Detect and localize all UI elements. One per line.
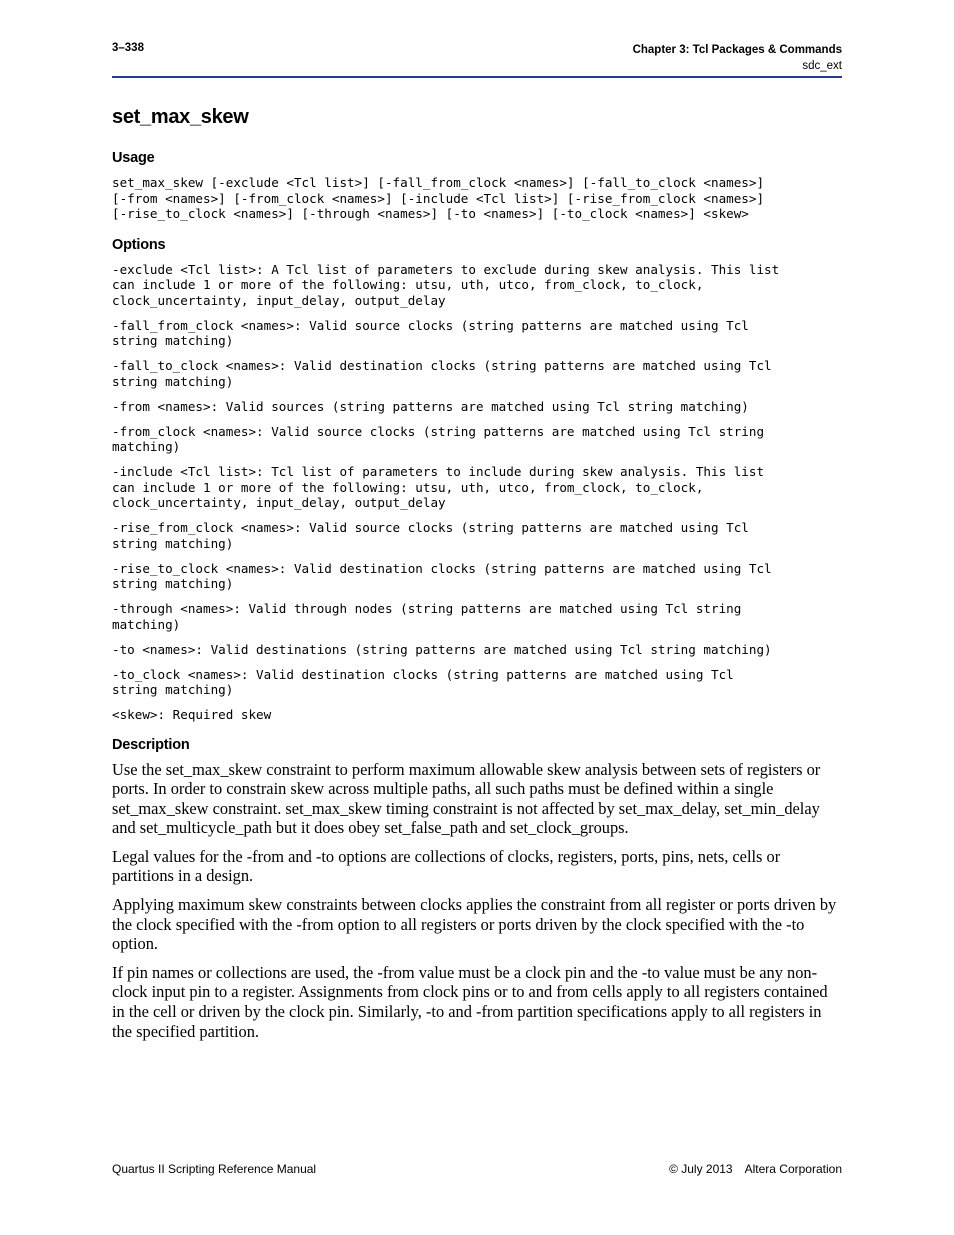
option-skew: <skew>: Required skew <box>112 707 272 722</box>
option-through: -through <names>: Valid through nodes (string patterns are matched using Tcl string matching) <box>112 601 742 632</box>
option-to: -to <names>: Valid destinations (string patterns are matched using Tcl string matching) <box>112 641 772 657</box>
option-rise-to-clock: -rise_to_clock <names>: Valid destination clocks (string patterns are matched using Tcl string matching) <box>112 560 772 591</box>
description-paragraph: Use the set_max_skew constraint to perform maximum allowable skew analysis between sets of registers or ports. In order to constrain skew across multiple paths, all such paths must be defined within a single set_max_skew constraint. set_max_skew timing constraint is not affected by set_max_delay, set_min_delay and set_multicycle_path but it does obey set_false_path and set_clock_groups. <box>112 759 821 838</box>
manual-title: Quartus II Scripting Reference Manual <box>112 1162 317 1176</box>
options-heading: Options <box>112 236 166 253</box>
main-content <box>112 104 842 1041</box>
option-fall-from-clock: -fall_from_clock <names>: Valid source clocks (string patterns are matched using Tcl string matching) <box>112 317 749 348</box>
usage-line: set_max_skew [-exclude <Tcl list>] [-fall_from_clock <names>] [-fall_to_clock <names>] <box>112 175 765 190</box>
usage-line: [-rise_to_clock <names>] [-through <names>] [-to <names>] [-to_clock <names>] <skew> <box>112 206 749 221</box>
description-paragraph: Legal values for the -from and -to options are collections of clocks, registers, ports, pins, nets, cells or partitions in a design. <box>112 846 781 886</box>
chapter-title: Chapter 3: Tcl Packages & Commands <box>632 44 842 56</box>
section-name: sdc_ext <box>802 60 842 72</box>
options-list <box>112 262 842 723</box>
option-to-clock: -to_clock <names>: Valid destination clocks (string patterns are matched using Tcl string matching) <box>112 666 734 697</box>
description-heading: Description <box>112 736 190 753</box>
usage-line: [-from <names>] [-from_clock <names>] [-include <Tcl list>] [-rise_from_clock <names>] <box>112 190 765 206</box>
header-divider <box>112 76 842 78</box>
usage-heading: Usage <box>112 150 155 166</box>
copyright-date: © July 2013 <box>669 1162 733 1176</box>
description-body <box>112 760 842 1042</box>
page-title: set_max_skew <box>112 106 249 128</box>
option-include: -include <Tcl list>: Tcl list of parameters to include during skew analysis. This list can include 1 or more of the following: utsu, uth, utco, from_clock, to_clock, clock_uncertainty, input_delay, output_delay <box>112 464 765 510</box>
option-from: -from <names>: Valid sources (string patterns are matched using Tcl string matching) <box>112 398 749 414</box>
header-right <box>633 42 842 74</box>
option-from-clock: -from_clock <names>: Valid source clocks (string patterns are matched using Tcl string matching) <box>112 423 765 454</box>
page-number: 3–338 <box>112 42 144 54</box>
description-paragraph: Applying maximum skew constraints between clocks applies the constraint from all register or ports driven by the clock specified with the -from option to all registers or ports driven by the clock specified with the -to option. <box>112 895 837 954</box>
description-paragraph: If pin names or collections are used, the -from value must be a clock pin and the -to value must be any non-clock input pin to a register. Assignments from clock pins or to and from cells apply to all registers contained in the cell or driven by the clock pin. Similarly, -to and -from partition specifications apply to all registers in the specified partition. <box>112 962 828 1041</box>
company-name: Altera Corporation <box>744 1162 842 1176</box>
footer-right <box>669 1162 842 1176</box>
option-rise-from-clock: -rise_from_clock <names>: Valid source clocks (string patterns are matched using Tcl string matching) <box>112 520 749 551</box>
usage-block <box>112 175 842 222</box>
option-exclude: -exclude <Tcl list>: A Tcl list of parameters to exclude during skew analysis. This list can include 1 or more of the following: utsu, uth, utco, from_clock, to_clock, clock_uncertainty, input_delay, output_delay <box>112 261 780 308</box>
option-fall-to-clock: -fall_to_clock <names>: Valid destination clocks (string patterns are matched using Tcl string matching) <box>112 358 772 389</box>
